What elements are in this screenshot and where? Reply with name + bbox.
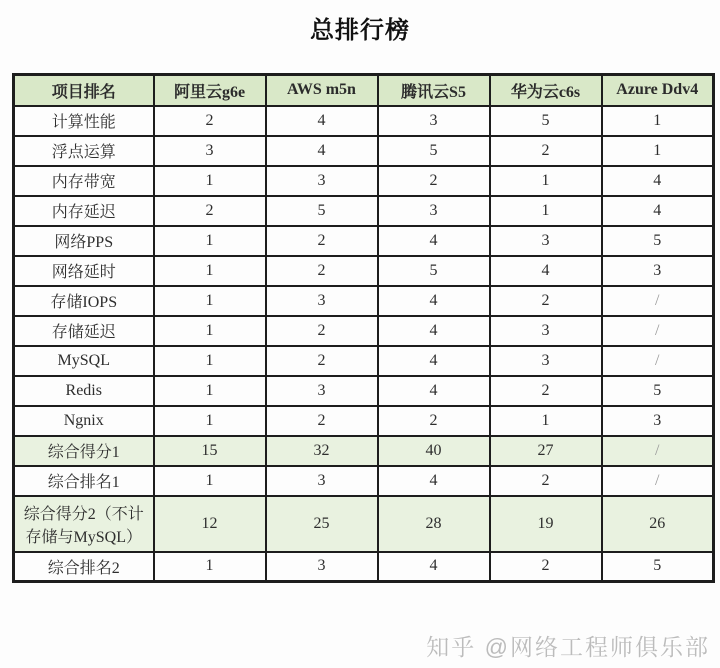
table-row	[14, 552, 714, 582]
page-title: 总排行榜	[310, 17, 410, 44]
rank-cell: 4	[378, 376, 490, 406]
rank-cell: 15	[154, 436, 266, 466]
rank-cell: 1	[154, 166, 266, 196]
rank-cell: 4	[378, 346, 490, 376]
rank-cell: 3	[266, 376, 378, 406]
row-label: 网络PPS	[14, 226, 154, 256]
rank-cell: 1	[490, 406, 602, 436]
row-label: 存储IOPS	[14, 286, 154, 316]
rank-cell: 5	[266, 196, 378, 226]
rank-cell: 2	[266, 406, 378, 436]
watermark: 知乎 @网络工程师俱乐部	[426, 634, 710, 660]
rank-cell: 12	[154, 496, 266, 552]
row-label: 网络延时	[14, 256, 154, 286]
rank-cell: 5	[602, 376, 714, 406]
rank-cell: 4	[490, 256, 602, 286]
rank-cell: 19	[490, 496, 602, 552]
table-row	[14, 256, 714, 286]
rank-cell: 3	[266, 286, 378, 316]
rank-cell: 2	[266, 346, 378, 376]
table-row	[14, 316, 714, 346]
rank-cell: 1	[154, 346, 266, 376]
no-data-cell: /	[602, 316, 714, 346]
column-header-item: 项目排名	[14, 75, 154, 106]
table-row	[14, 346, 714, 376]
rank-cell: 32	[266, 436, 378, 466]
table-row	[14, 136, 714, 166]
rank-cell: 4	[266, 136, 378, 166]
rank-cell: 1	[490, 166, 602, 196]
rank-cell: 1	[154, 226, 266, 256]
rank-cell: 3	[378, 106, 490, 136]
row-label: 综合排名1	[14, 466, 154, 496]
rank-cell: 5	[378, 136, 490, 166]
rank-cell: 2	[266, 256, 378, 286]
rank-cell: 5	[602, 552, 714, 582]
rank-cell: 1	[154, 376, 266, 406]
rank-cell: 5	[490, 106, 602, 136]
table-row	[14, 376, 714, 406]
rank-cell: 2	[154, 196, 266, 226]
row-label: 计算性能	[14, 106, 154, 136]
no-data-cell: /	[602, 466, 714, 496]
row-label: MySQL	[14, 346, 154, 376]
table-row	[14, 406, 714, 436]
rank-cell: 2	[490, 466, 602, 496]
header-row	[14, 75, 714, 106]
rank-cell: 2	[378, 166, 490, 196]
rank-cell: 3	[266, 166, 378, 196]
rank-cell: 4	[378, 286, 490, 316]
ranking-table	[12, 73, 715, 583]
rank-cell: 2	[154, 106, 266, 136]
row-label: 综合得分1	[14, 436, 154, 466]
rank-cell: 4	[602, 166, 714, 196]
rank-cell: 2	[490, 136, 602, 166]
rank-cell: 3	[378, 196, 490, 226]
rank-cell: 2	[266, 226, 378, 256]
table-row	[14, 496, 714, 552]
column-header-provider: 阿里云g6e	[154, 75, 266, 106]
rank-cell: 2	[266, 316, 378, 346]
rank-cell: 26	[602, 496, 714, 552]
no-data-cell: /	[602, 346, 714, 376]
row-label: 浮点运算	[14, 136, 154, 166]
rank-cell: 4	[378, 316, 490, 346]
no-data-cell: /	[602, 436, 714, 466]
rank-cell: 3	[602, 406, 714, 436]
row-label: 综合得分2（不计存储与MySQL）	[14, 496, 154, 552]
rank-cell: 1	[154, 406, 266, 436]
rank-cell: 2	[490, 552, 602, 582]
rank-cell: 1	[154, 552, 266, 582]
rank-cell: 3	[602, 256, 714, 286]
rank-cell: 1	[154, 286, 266, 316]
table-row	[14, 106, 714, 136]
table-row	[14, 226, 714, 256]
rank-cell: 3	[154, 136, 266, 166]
rank-cell: 3	[490, 316, 602, 346]
rank-cell: 4	[602, 196, 714, 226]
rank-cell: 2	[490, 376, 602, 406]
rank-cell: 1	[490, 196, 602, 226]
rank-cell: 1	[154, 316, 266, 346]
row-label: 内存延迟	[14, 196, 154, 226]
rank-cell: 3	[266, 466, 378, 496]
row-label: 存储延迟	[14, 316, 154, 346]
rank-cell: 40	[378, 436, 490, 466]
rank-cell: 3	[490, 226, 602, 256]
row-label: 综合排名2	[14, 552, 154, 582]
table-row	[14, 466, 714, 496]
rank-cell: 3	[266, 552, 378, 582]
rank-cell: 1	[602, 106, 714, 136]
rank-cell: 1	[154, 466, 266, 496]
table-row	[14, 196, 714, 226]
rank-cell: 5	[602, 226, 714, 256]
table-row	[14, 436, 714, 466]
table-row	[14, 286, 714, 316]
table-body	[14, 106, 714, 582]
table-row	[14, 166, 714, 196]
rank-cell: 1	[602, 136, 714, 166]
rank-cell: 27	[490, 436, 602, 466]
column-header-provider: 华为云c6s	[490, 75, 602, 106]
row-label: 内存带宽	[14, 166, 154, 196]
column-header-provider: AWS m5n	[266, 75, 378, 106]
no-data-cell: /	[602, 286, 714, 316]
rank-cell: 28	[378, 496, 490, 552]
row-label: Redis	[14, 376, 154, 406]
rank-cell: 25	[266, 496, 378, 552]
column-header-provider: Azure Ddv4	[602, 75, 714, 106]
rank-cell: 4	[378, 552, 490, 582]
column-header-provider: 腾讯云S5	[378, 75, 490, 106]
rank-cell: 3	[490, 346, 602, 376]
rank-cell: 2	[378, 406, 490, 436]
row-label: Ngnix	[14, 406, 154, 436]
rank-cell: 5	[378, 256, 490, 286]
rank-cell: 1	[154, 256, 266, 286]
rank-cell: 4	[378, 226, 490, 256]
rank-cell: 4	[378, 466, 490, 496]
rank-cell: 2	[490, 286, 602, 316]
rank-cell: 4	[266, 106, 378, 136]
